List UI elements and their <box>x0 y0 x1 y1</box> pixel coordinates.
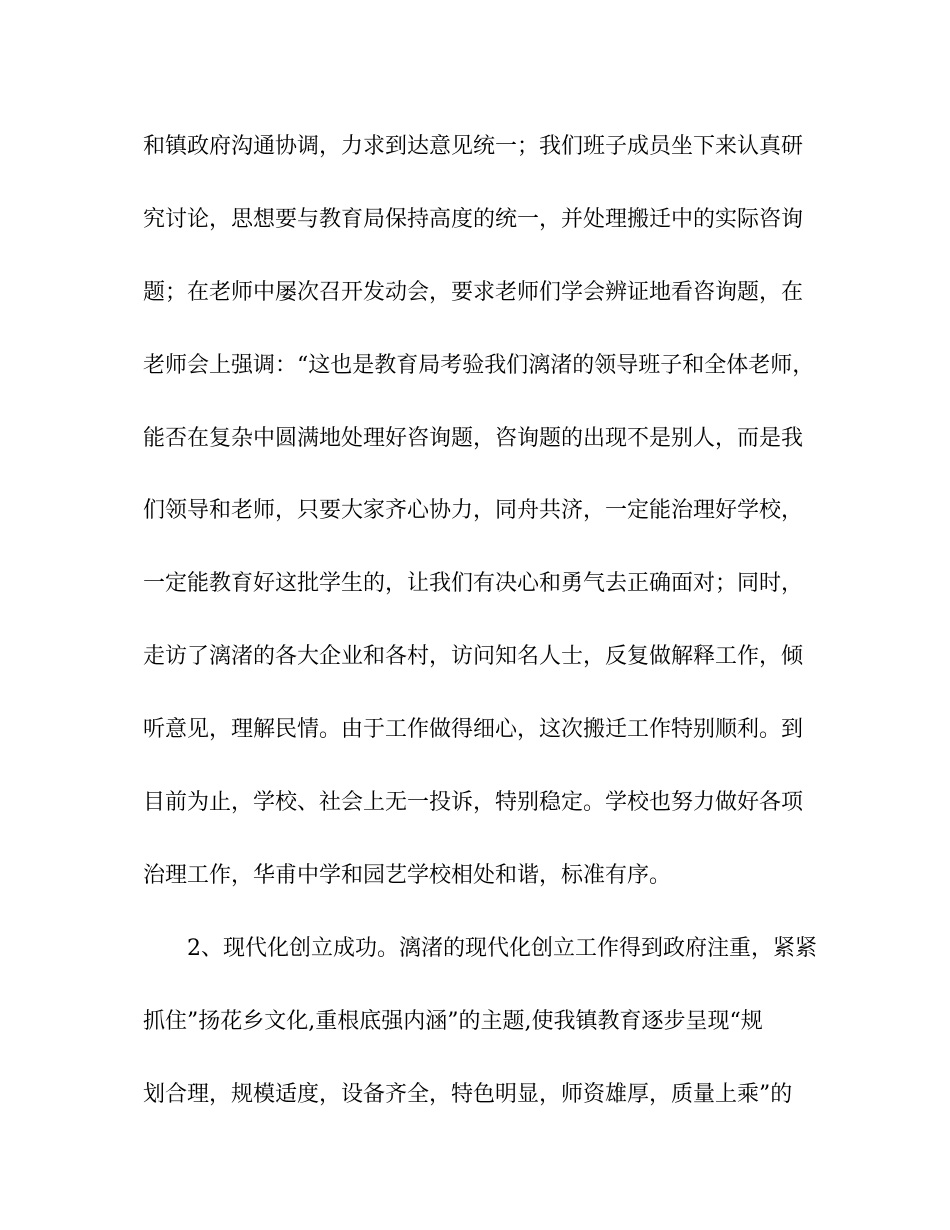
document-body <box>143 125 823 1145</box>
paragraph-start-line: 2、现代化创立成功。漓渚的现代化创立工作得到政府注重，紧紧 <box>187 935 817 961</box>
text-line: 走访了漓渚的各大企业和各村，访问知名人士，反复做解释工作，倾 <box>143 644 804 670</box>
text-line: 听意见，理解民情。由于工作做得细心，这次搬迁工作特别顺利。到 <box>143 717 804 743</box>
text-line: 题；在老师中屡次召开发动会，要求老师们学会辨证地看咨询题，在 <box>143 279 804 305</box>
text-line: 和镇政府沟通协调，力求到达意见统一；我们班子成员坐下来认真研 <box>143 134 804 159</box>
text-line: 划合理，规模适度，设备齐全，特色明显，师资雄厚，质量上乘”的 <box>143 1081 793 1107</box>
text-line: 老师会上强调：“这也是教育局考验我们漓渚的领导班子和全体老师， <box>143 352 815 378</box>
text-line: 能否在复杂中圆满地处理好咨询题，咨询题的出现不是别人，而是我 <box>143 425 804 451</box>
text-line: 们领导和老师，只要大家齐心协力，同舟共济，一定能治理好学校， <box>143 498 804 524</box>
text-line: 一定能教育好这批学生的，让我们有决心和勇气去正确面对；同时， <box>143 571 804 597</box>
text-line: 究讨论，思想要与教育局保持高度的统一，并处理搬迁中的实际咨询 <box>143 206 804 232</box>
text-line: 目前为止，学校、社会上无一投诉，特别稳定。学校也努力做好各项 <box>143 790 804 816</box>
text-line: 抓住”扬花乡文化,重根底强内涵”的主题,使我镇教育逐步呈现“规 <box>143 1008 763 1034</box>
text-line: 治理工作，华甫中学和园艺学校相处和谐，标准有序。 <box>143 862 672 888</box>
